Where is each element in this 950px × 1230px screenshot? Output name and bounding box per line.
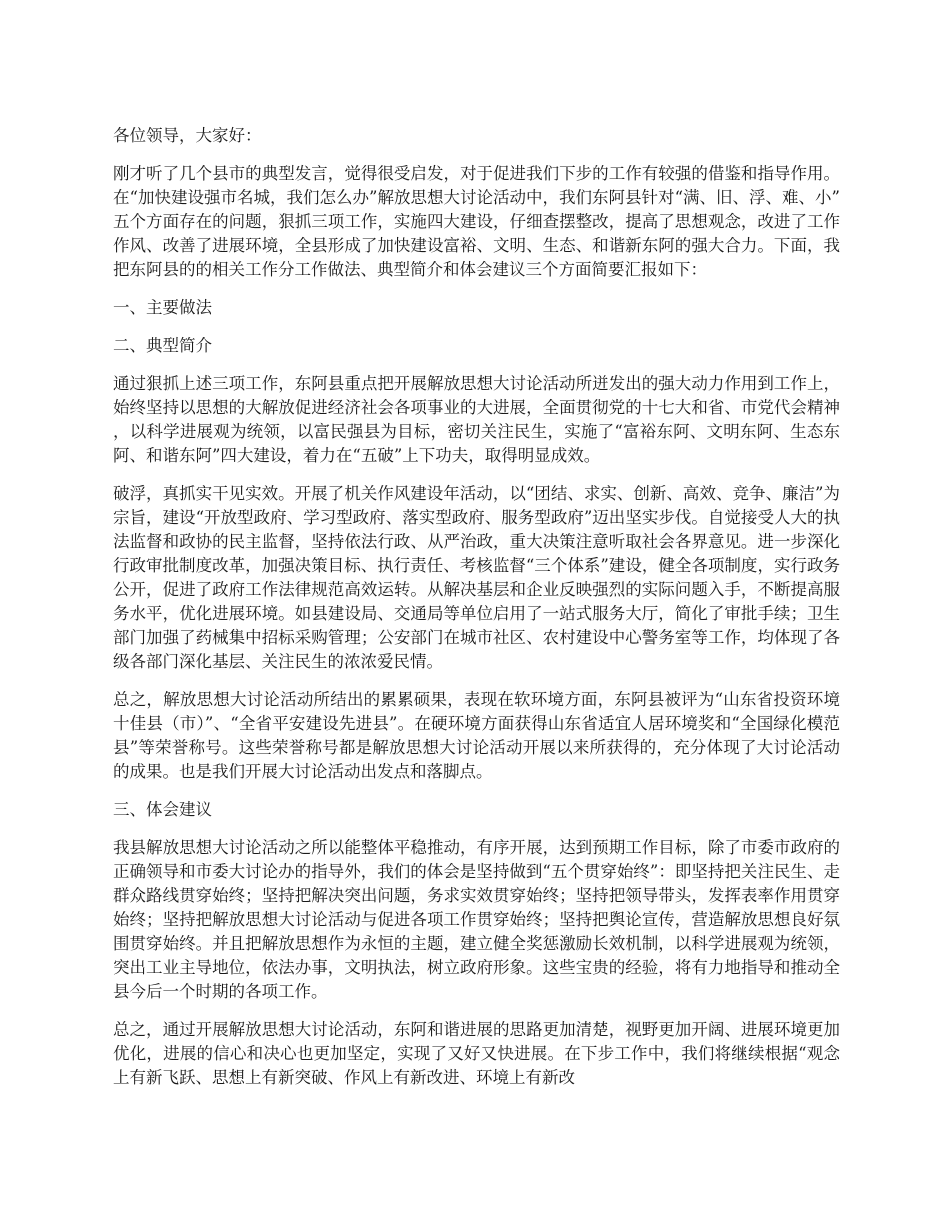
paragraph-conclusion: 总之，通过开展解放思想大讨论活动，东阿和谐进展的思路更加清楚，视野更加开阔、进展环境更加优化，进展的信心和决心也更加坚定，实现了又好又快进展。在下步工作中，我们将继续根据“观念上有新飞跃、思想上有新突破、作风上有新改进、环境上有新改	[113, 1020, 840, 1087]
paragraph-break-float: 破浮，真抓实干见实效。开展了机关作风建设年活动，以“团结、求实、创新、高效、竞争、廉洁”为宗旨，建设“开放型政府、学习型政府、落实型政府、服务型政府”迈出坚实步伐。自觉接受人大的执法监督和政协的民主监督，坚持依法行政、从严治政，重大决策注意听取社会各界意见。进一步深化行政审批制度改革，加强决策目标、执行责任、考核监督“三个体系”建设，健全各项制度，实行政务公开，促进了政府工作法律规范高效运转。从解决基层和企业反映强烈的实际问题入手，不断提高服务水平，优化进展环境。如县建设局、交通局等单位启用了一站式服务大厅，简化了审批手续；卫生部门加强了药械集中招标采购管理；公安部门在城市社区、农村建设中心警务室等工作，均体现了各级各部门深化基层、关注民生的浓浓爱民情。	[113, 484, 840, 671]
paragraph-results: 总之，解放思想大讨论活动所结出的累累硕果，表现在软环境方面，东阿县被评为“山东省投资环境十佳县（市）”、“全省平安建设先进县”。在硬环境方面获得山东省适宜人居环境奖和“全国绿化模范县”等荣誉称号。这些荣誉称号都是解放思想大讨论活动开展以来所获得的，充分体现了大讨论活动的成果。也是我们开展大讨论活动出发点和落脚点。	[113, 690, 840, 781]
paragraph-experience: 我县解放思想大讨论活动之所以能整体平稳推动，有序开展，达到预期工作目标，除了市委市政府的正确领导和市委大讨论办的指导外，我们的体会是坚持做到“五个贯穿始终”：即坚持把关注民生、走群众路线贯穿始终；坚持把解决突出问题，务求实效贯穿始终；坚持把领导带头，发挥表率作用贯穿始终；坚持把解放思想大讨论活动与促进各项工作贯穿始终；坚持把舆论宣传，营造解放思想良好氛围贯穿始终。并且把解放思想作为永恒的主题，建立健全奖惩激励长效机制，以科学进展观为统领，突出工业主导地位，依法办事，文明执法，树立政府形象。这些宝贵的经验，将有力地指导和推动全县今后一个时期的各项工作。	[113, 838, 840, 1001]
section-heading-typical-intro: 二、典型简介	[113, 336, 212, 355]
document-body	[113, 124, 840, 1104]
paragraph-intro: 刚才听了几个县市的典型发言，觉得很受启发，对于促进我们下步的工作有较强的借鉴和指导作用。在“加快建设强市名城，我们怎么办”解放思想大讨论活动中，我们东阿县针对“满、旧、浮、难、小”五个方面存在的问题，狠抓三项工作，实施四大建设，仔细查摆整改，提高了思想观念，改进了工作作风、改善了进展环境，全县形成了加快建设富裕、文明、生态、和谐新东阿的强大合力。下面，我把东阿县的的相关工作分工作做法、典型简介和体会建议三个方面简要汇报如下：	[113, 164, 840, 279]
paragraph-typical-summary: 通过狠抓上述三项工作，东阿县重点把开展解放思想大讨论活动所迸发出的强大动力作用到工作上，始终坚持以思想的大解放促进经济社会各项事业的大进展，全面贯彻党的十七大和省、市党代会精神，以科学进展观为统领，以富民强县为目标，密切关注民生，实施了“富裕东阿、文明东阿、生态东阿、和谐东阿”四大建设，着力在“五破”上下功夫，取得明显成效。	[113, 374, 840, 465]
greeting: 各位领导，大家好：	[113, 126, 262, 145]
section-heading-experience: 三、体会建议	[113, 800, 212, 819]
section-heading-main-practices: 一、主要做法	[113, 298, 212, 317]
